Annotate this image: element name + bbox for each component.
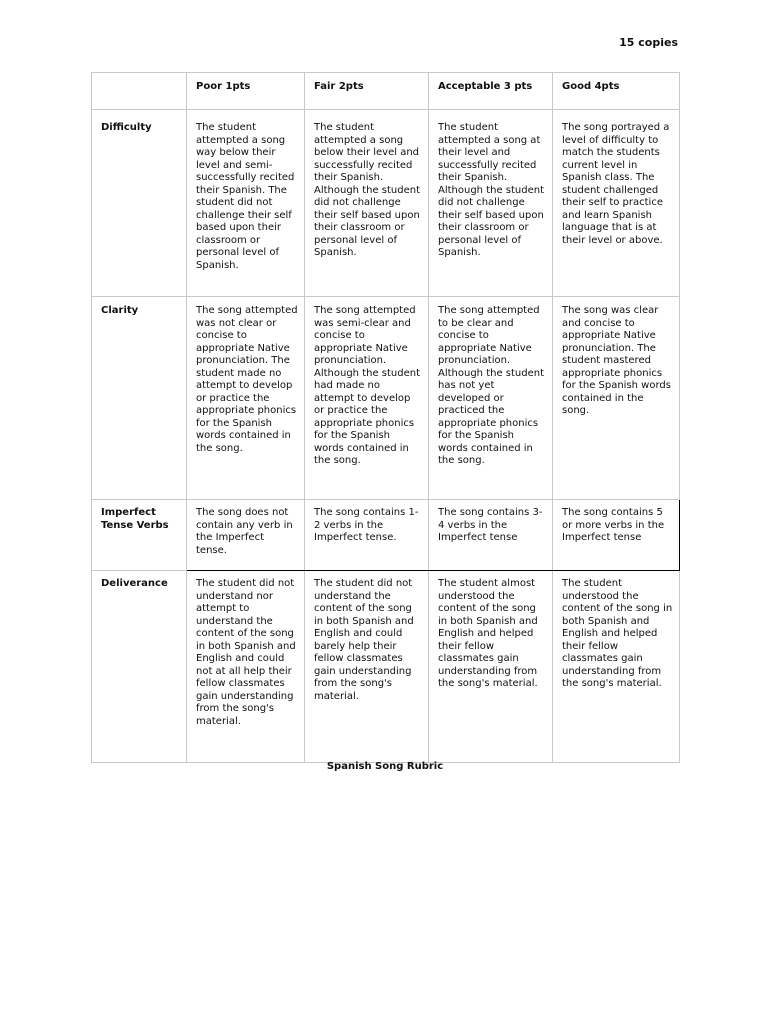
criterion-imperfect-tense: Imperfect Tense Verbs (92, 500, 187, 571)
difficulty-good-cell: The song portrayed a level of difficulty to match the students current level in Spanish class. The student challenged their self to practice and learn Spanish language that is at their level or above. (553, 110, 680, 297)
difficulty-poor-cell: The student attempted a song way below their level and semi-successfully recited their Spanish. The student did not challenge their self based upon their classroom or personal level of Spanish. (187, 110, 305, 297)
imperfect-good-cell: The song contains 5 or more verbs in the Imperfect tense (553, 500, 680, 571)
header-good: Good 4pts (553, 73, 680, 110)
header-fair: Fair 2pts (305, 73, 429, 110)
header-empty-cell (92, 73, 187, 110)
deliverance-fair-cell: The student did not understand the content of the song in both Spanish and English and could barely help their fellow classmates gain understanding from the song's material. (305, 571, 429, 763)
clarity-acceptable-cell: The song attempted to be clear and concise to appropriate Native pronunciation. Although the student has not yet developed or practiced the appropriate phonics for the Spanish words contained in the song. (429, 297, 553, 500)
header-row (92, 73, 680, 110)
table-row-difficulty (92, 110, 680, 297)
imperfect-fair-cell: The song contains 1-2 verbs in the Imperfect tense. (305, 500, 429, 571)
header-acceptable: Acceptable 3 pts (429, 73, 553, 110)
table-row-deliverance (92, 571, 680, 763)
header-poor: Poor 1pts (187, 73, 305, 110)
deliverance-poor-cell: The student did not understand nor attempt to understand the content of the song in both Spanish and English and could not at all help their fellow classmates gain understanding from the song's material. (187, 571, 305, 763)
difficulty-acceptable-cell: The student attempted a song at their level and successfully recited their Spanish. Although the student did not challenge their self based upon their classroom or personal level of Spanish. (429, 110, 553, 297)
table-caption: Spanish Song Rubric (326, 761, 444, 772)
table-row-clarity (92, 297, 680, 500)
imperfect-poor-cell: The song does not contain any verb in the Imperfect tense. (187, 500, 305, 571)
rubric-table (91, 72, 680, 763)
criterion-difficulty: Difficulty (92, 110, 187, 297)
copies-note: 15 copies (619, 36, 678, 49)
criterion-clarity: Clarity (92, 297, 187, 500)
clarity-fair-cell: The song attempted was semi-clear and concise to appropriate Native pronunciation. Although the student had made no attempt to develop or practice the appropriate phonics for the Spanish words contained in the song. (305, 297, 429, 500)
difficulty-fair-cell: The student attempted a song below their level and successfully recited their Spanish. Although the student did not challenge their self based upon their classroom or personal level of Spanish. (305, 110, 429, 297)
deliverance-acceptable-cell: The student almost understood the content of the song in both Spanish and English and helped their fellow classmates gain understanding from the song's material. (429, 571, 553, 763)
criterion-deliverance: Deliverance (92, 571, 187, 763)
deliverance-good-cell: The student understood the content of the song in both Spanish and English and helped their fellow classmates gain understanding from the song's material. (553, 571, 680, 763)
clarity-poor-cell: The song attempted was not clear or concise to appropriate Native pronunciation. The student made no attempt to develop or practice the appropriate phonics for the Spanish words contained in the song. (187, 297, 305, 500)
imperfect-acceptable-cell: The song contains 3-4 verbs in the Imperfect tense (429, 500, 553, 571)
clarity-good-cell: The song was clear and concise to appropriate Native pronunciation. The student mastered appropriate phonics for the Spanish words contained in the song. (553, 297, 680, 500)
table-row-imperfect-tense (92, 500, 680, 571)
